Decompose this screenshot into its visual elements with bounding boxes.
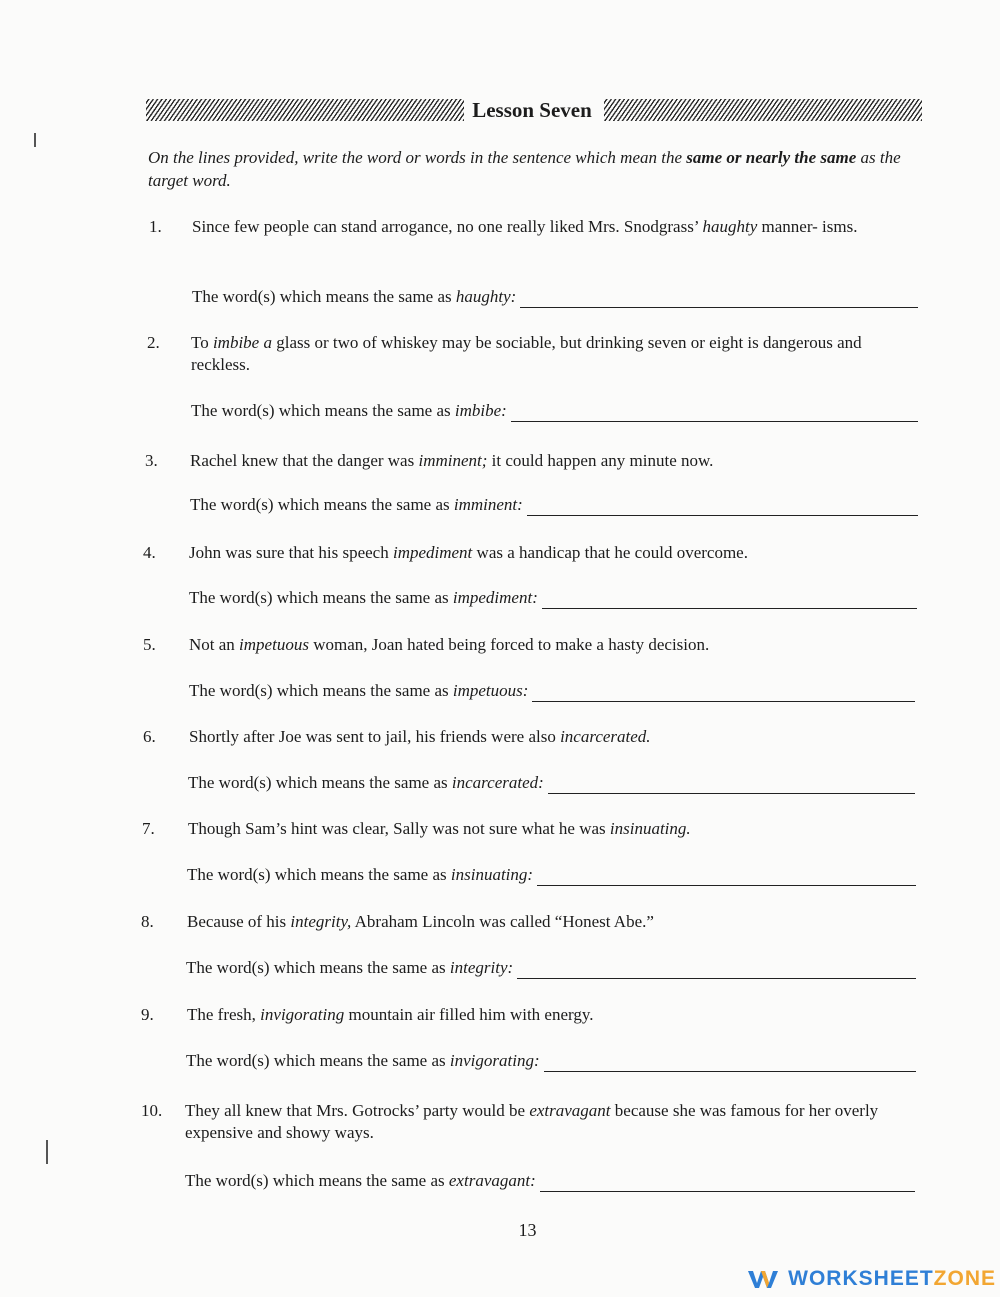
question-sentence	[187, 911, 917, 933]
answer-row	[187, 864, 916, 886]
target-word: incarcerated.	[560, 727, 651, 746]
answer-prompt	[185, 1170, 536, 1192]
question-item-8	[140, 911, 930, 977]
target-word: integrity,	[290, 912, 352, 931]
target-word: imbibe a	[212, 333, 272, 352]
answer-row	[186, 957, 916, 979]
answer-target: haughty:	[455, 287, 517, 306]
instructions-emphasis: same or nearly the same	[686, 148, 857, 167]
answer-target: extravagant:	[448, 1171, 536, 1190]
answer-prefix: The word(s) which means the same as	[190, 495, 454, 514]
answer-prefix: The word(s) which means the same as	[189, 588, 453, 607]
question-number: 7.	[142, 819, 155, 838]
answer-line[interactable]	[520, 289, 918, 308]
question-item-10	[140, 1100, 930, 1190]
answer-prompt	[186, 1050, 540, 1072]
answer-line[interactable]	[548, 775, 915, 794]
answer-prompt	[192, 286, 516, 308]
answer-prefix: The word(s) which means the same as	[187, 865, 451, 884]
question-item-5	[140, 634, 930, 700]
answer-row	[188, 772, 915, 794]
question-number: 8.	[141, 912, 154, 931]
answer-target: invigorating:	[449, 1051, 540, 1070]
target-word: impetuous	[239, 635, 309, 654]
sentence-text: Because of his	[187, 912, 291, 931]
target-word: impediment	[392, 543, 473, 562]
answer-prefix: The word(s) which means the same as	[185, 1171, 449, 1190]
instructions	[148, 146, 928, 192]
answer-row	[191, 400, 918, 422]
answer-row	[189, 587, 917, 609]
sentence-text: manner- isms.	[757, 217, 858, 236]
answer-line[interactable]	[540, 1173, 915, 1192]
sentence-text: Shortly after Joe was sent to jail, his friends were also	[189, 727, 561, 746]
sentence-text: Since few people can stand arrogance, no one really liked Mrs. Snodgrass’	[192, 217, 703, 236]
answer-prefix: The word(s) which means the same as	[191, 401, 455, 420]
answer-line[interactable]	[544, 1053, 916, 1072]
sentence-text: To	[191, 333, 213, 352]
answer-row	[185, 1170, 915, 1192]
answer-row	[190, 494, 918, 516]
answer-target: impetuous:	[452, 681, 529, 700]
answer-prefix: The word(s) which means the same as	[188, 773, 452, 792]
scan-mark	[46, 1140, 48, 1164]
instructions-text-end: as the target word.	[148, 148, 901, 190]
answer-prefix: The word(s) which means the same as	[189, 681, 453, 700]
hatch-bar-right	[604, 99, 922, 121]
answer-prompt	[189, 587, 538, 609]
instructions-text: On the lines provided, write the word or words in the sentence which mean the	[148, 148, 687, 167]
lesson-header	[146, 96, 922, 124]
question-number: 10.	[141, 1101, 163, 1120]
answer-prefix: The word(s) which means the same as	[186, 958, 450, 977]
answer-target: imminent:	[453, 495, 523, 514]
answer-prompt	[191, 400, 507, 422]
sentence-text: was a handicap that he could overcome.	[472, 543, 748, 562]
target-word: insinuating.	[609, 819, 691, 838]
answer-row	[186, 1050, 916, 1072]
question-number: 1.	[149, 217, 162, 236]
question-number: 6.	[143, 727, 156, 746]
question-sentence	[192, 216, 922, 238]
question-number: 9.	[141, 1005, 154, 1024]
target-word: extravagant	[529, 1101, 611, 1120]
answer-prompt	[187, 864, 533, 886]
answer-prefix: The word(s) which means the same as	[192, 287, 456, 306]
sentence-text: They all knew that Mrs. Gotrocks’ party would be	[185, 1101, 530, 1120]
sentence-text: woman, Joan hated being forced to make a hasty decision.	[308, 635, 710, 654]
question-sentence	[188, 818, 918, 840]
answer-line[interactable]	[511, 403, 918, 422]
answer-target: imbibe:	[454, 401, 507, 420]
question-number: 2.	[147, 333, 160, 352]
sentence-text: Abraham Lincoln was called “Honest Abe.”	[351, 912, 654, 931]
question-item-4	[140, 542, 930, 607]
question-item-1	[140, 216, 930, 306]
sentence-text: because she was famous for her overly expensive and showy ways.	[185, 1101, 879, 1142]
scan-mark	[34, 133, 36, 147]
answer-target: incarcerated:	[451, 773, 544, 792]
answer-line[interactable]	[517, 960, 916, 979]
page-number: 13	[518, 1220, 537, 1240]
question-item-3	[140, 450, 930, 514]
answer-target: impediment:	[452, 588, 538, 607]
sentence-text: glass or two of whiskey may be sociable, but drinking seven or eight is dangerous and reckless.	[191, 333, 862, 374]
question-sentence	[189, 726, 919, 748]
question-sentence	[185, 1100, 920, 1144]
sentence-text: it could happen any minute now.	[487, 451, 714, 470]
sentence-text: Though Sam’s hint was clear, Sally was not sure what he was	[188, 819, 610, 838]
answer-line[interactable]	[527, 497, 918, 516]
brand-name-accent: ZONE	[933, 1267, 996, 1290]
sentence-text: Rachel knew that the danger was	[190, 451, 419, 470]
answer-row	[189, 680, 915, 702]
question-number: 5.	[143, 635, 156, 654]
lesson-title: Lesson Seven	[472, 97, 592, 122]
answer-prefix: The word(s) which means the same as	[186, 1051, 450, 1070]
hatch-bar-left	[146, 99, 464, 121]
question-sentence	[191, 332, 921, 376]
w-logo-icon	[748, 1269, 778, 1289]
answer-line[interactable]	[532, 683, 915, 702]
question-number: 3.	[145, 451, 158, 470]
sentence-text: John was sure that his speech	[189, 543, 393, 562]
sentence-text: mountain air filled him with energy.	[344, 1005, 594, 1024]
answer-line[interactable]	[542, 590, 917, 609]
target-word: invigorating	[260, 1005, 345, 1024]
question-sentence	[189, 542, 919, 564]
question-item-7	[140, 818, 930, 884]
question-item-9	[140, 1004, 930, 1070]
question-item-2	[140, 332, 930, 420]
answer-target: insinuating:	[450, 865, 534, 884]
question-sentence	[187, 1004, 917, 1026]
answer-line[interactable]	[537, 867, 916, 886]
answer-prompt	[186, 957, 513, 979]
sentence-text: The fresh,	[187, 1005, 261, 1024]
question-sentence	[190, 450, 920, 472]
answer-prompt	[190, 494, 523, 516]
target-word: haughty	[702, 217, 758, 236]
brand-name-primary: WORKSHEET	[788, 1267, 934, 1290]
answer-prompt	[189, 680, 528, 702]
question-sentence	[189, 634, 919, 656]
sentence-text: Not an	[189, 635, 240, 654]
worksheetzone-logo[interactable]	[748, 1267, 996, 1291]
target-word: imminent;	[418, 451, 488, 470]
answer-target: integrity:	[449, 958, 514, 977]
answer-row	[192, 286, 918, 308]
answer-prompt	[188, 772, 544, 794]
question-item-6	[140, 726, 930, 792]
question-number: 4.	[143, 543, 156, 562]
